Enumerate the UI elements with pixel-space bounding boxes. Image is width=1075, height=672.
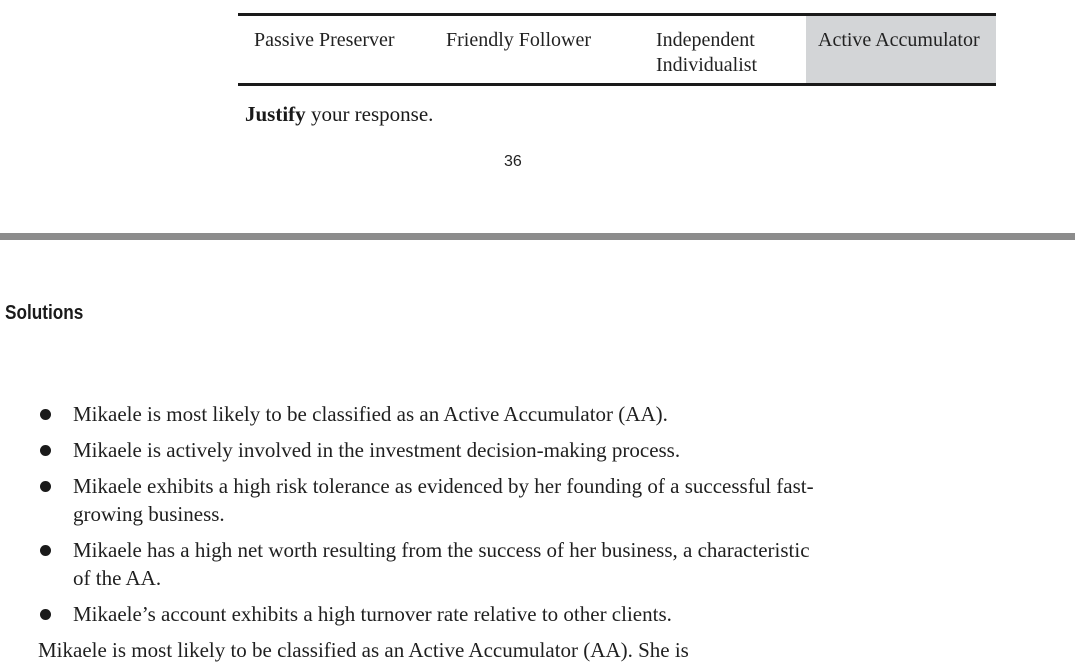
solution-summary-paragraph: Mikaele is most likely to be classified as an Active Accumulator (AA). She is xyxy=(38,638,689,662)
list-item xyxy=(38,536,818,592)
bullet-icon xyxy=(40,445,51,456)
list-item xyxy=(38,472,818,528)
option-label-line2: Individualist xyxy=(656,54,758,76)
bullet-text: Mikaele exhibits a high risk tolerance as evidenced by her founding of a successful fast-growing business. xyxy=(73,474,814,526)
solutions-heading: Solutions xyxy=(5,302,84,324)
list-item xyxy=(38,600,818,628)
bullet-text: Mikaele is actively involved in the investment decision-making process. xyxy=(73,438,681,462)
answer-options-table xyxy=(238,13,996,86)
option-independent-individualist[interactable] xyxy=(643,16,806,83)
solutions-bullet-list xyxy=(38,400,818,636)
option-label: Passive Preserver xyxy=(254,29,395,51)
option-label: Active Accumulator xyxy=(818,29,980,51)
page-number: 36 xyxy=(504,153,522,170)
bullet-icon xyxy=(40,481,51,492)
option-label: Friendly Follower xyxy=(446,29,591,51)
option-friendly-follower[interactable] xyxy=(438,16,643,83)
list-item xyxy=(38,436,818,464)
list-item xyxy=(38,400,818,428)
justify-instruction xyxy=(245,102,433,127)
option-active-accumulator-selected[interactable] xyxy=(806,16,996,83)
justify-rest: your response. xyxy=(305,102,434,126)
bullet-text: Mikaele has a high net worth resulting from the success of her business, a characteristic of the AA. xyxy=(73,538,810,590)
bullet-text: Mikaele is most likely to be classified as an Active Accumulator (AA). xyxy=(73,402,668,426)
cutoff-heading-remnant xyxy=(238,0,348,4)
bullet-icon xyxy=(40,609,51,620)
bullet-icon xyxy=(40,545,51,556)
option-passive-preserver[interactable] xyxy=(238,16,438,83)
page-divider xyxy=(0,233,1075,240)
justify-bold-word: Justify xyxy=(245,102,306,126)
option-label-line1: Independent xyxy=(656,29,755,51)
bullet-text: Mikaele’s account exhibits a high turnover rate relative to other clients. xyxy=(73,602,672,626)
bullet-icon xyxy=(40,409,51,420)
